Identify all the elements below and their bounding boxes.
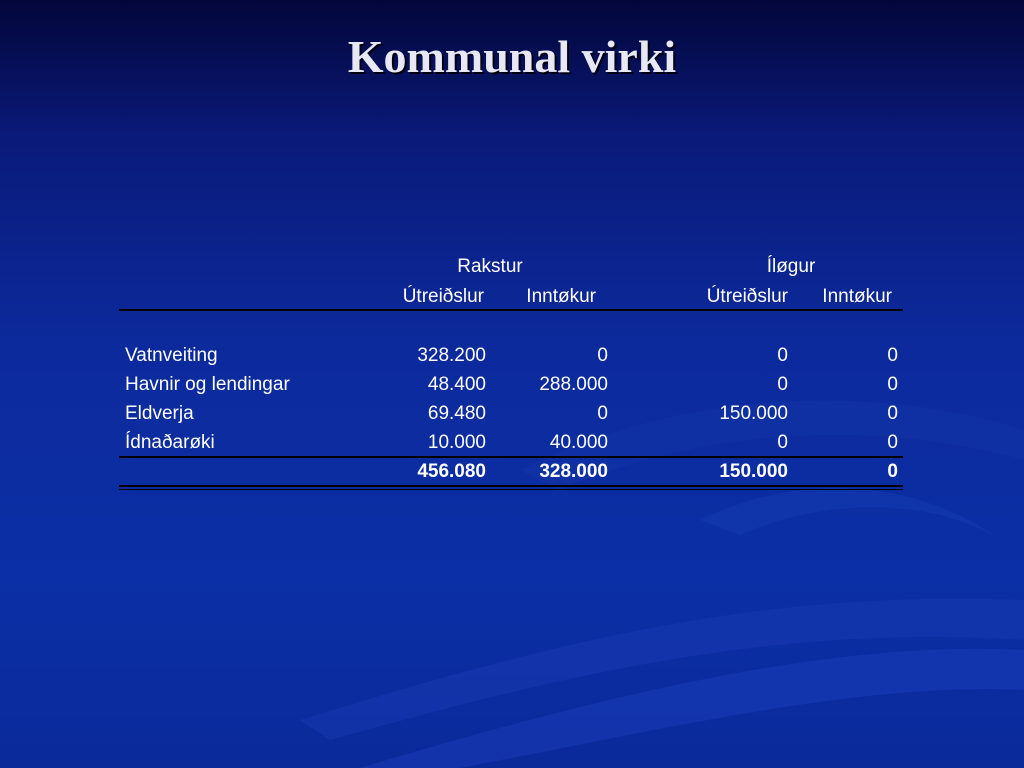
table-cell: 288.000	[539, 374, 608, 395]
row-label: Eldverja	[125, 403, 194, 424]
table-cell: 10.000	[427, 432, 486, 453]
row-label: Havnir og lendingar	[125, 374, 290, 395]
table-cell: 0	[887, 432, 898, 453]
table-cell: 0	[597, 403, 608, 424]
total-cell: 0	[887, 461, 898, 482]
group-header-rakstur: Rakstur	[457, 256, 523, 277]
subheader-rakstur-utreidslur: Útreiðslur	[402, 286, 484, 307]
table-cell: 40.000	[549, 432, 608, 453]
table-cell: 69.480	[427, 403, 486, 424]
row-label: Ídnaðarøki	[125, 432, 215, 453]
total-cell: 328.000	[539, 461, 608, 482]
total-cell: 150.000	[719, 461, 788, 482]
slide-title: Kommunal virki	[347, 31, 677, 82]
table-cell: 150.000	[719, 403, 788, 424]
subheader-rakstur-inntokur: Inntøkur	[526, 286, 596, 307]
table-cell: 48.400	[427, 374, 486, 395]
table-cell: 0	[887, 403, 898, 424]
table-cell: 0	[597, 345, 608, 366]
table-cell: 0	[887, 374, 898, 395]
table-cell: 0	[777, 432, 788, 453]
row-label: Vatnveiting	[125, 345, 218, 366]
total-cell: 456.080	[417, 461, 486, 482]
subheader-ilogur-utreidslur: Útreiðslur	[706, 286, 788, 307]
table-cell: 0	[777, 345, 788, 366]
subheader-ilogur-inntokur: Inntøkur	[822, 286, 892, 307]
total-rule	[119, 456, 903, 458]
table-cell: 0	[777, 374, 788, 395]
double-rule-top	[119, 485, 903, 487]
group-header-ilogur: Íløgur	[766, 256, 816, 277]
table-cell: 0	[887, 345, 898, 366]
double-rule-bottom	[119, 489, 903, 490]
header-rule	[119, 309, 903, 311]
table-cell: 328.200	[417, 345, 486, 366]
